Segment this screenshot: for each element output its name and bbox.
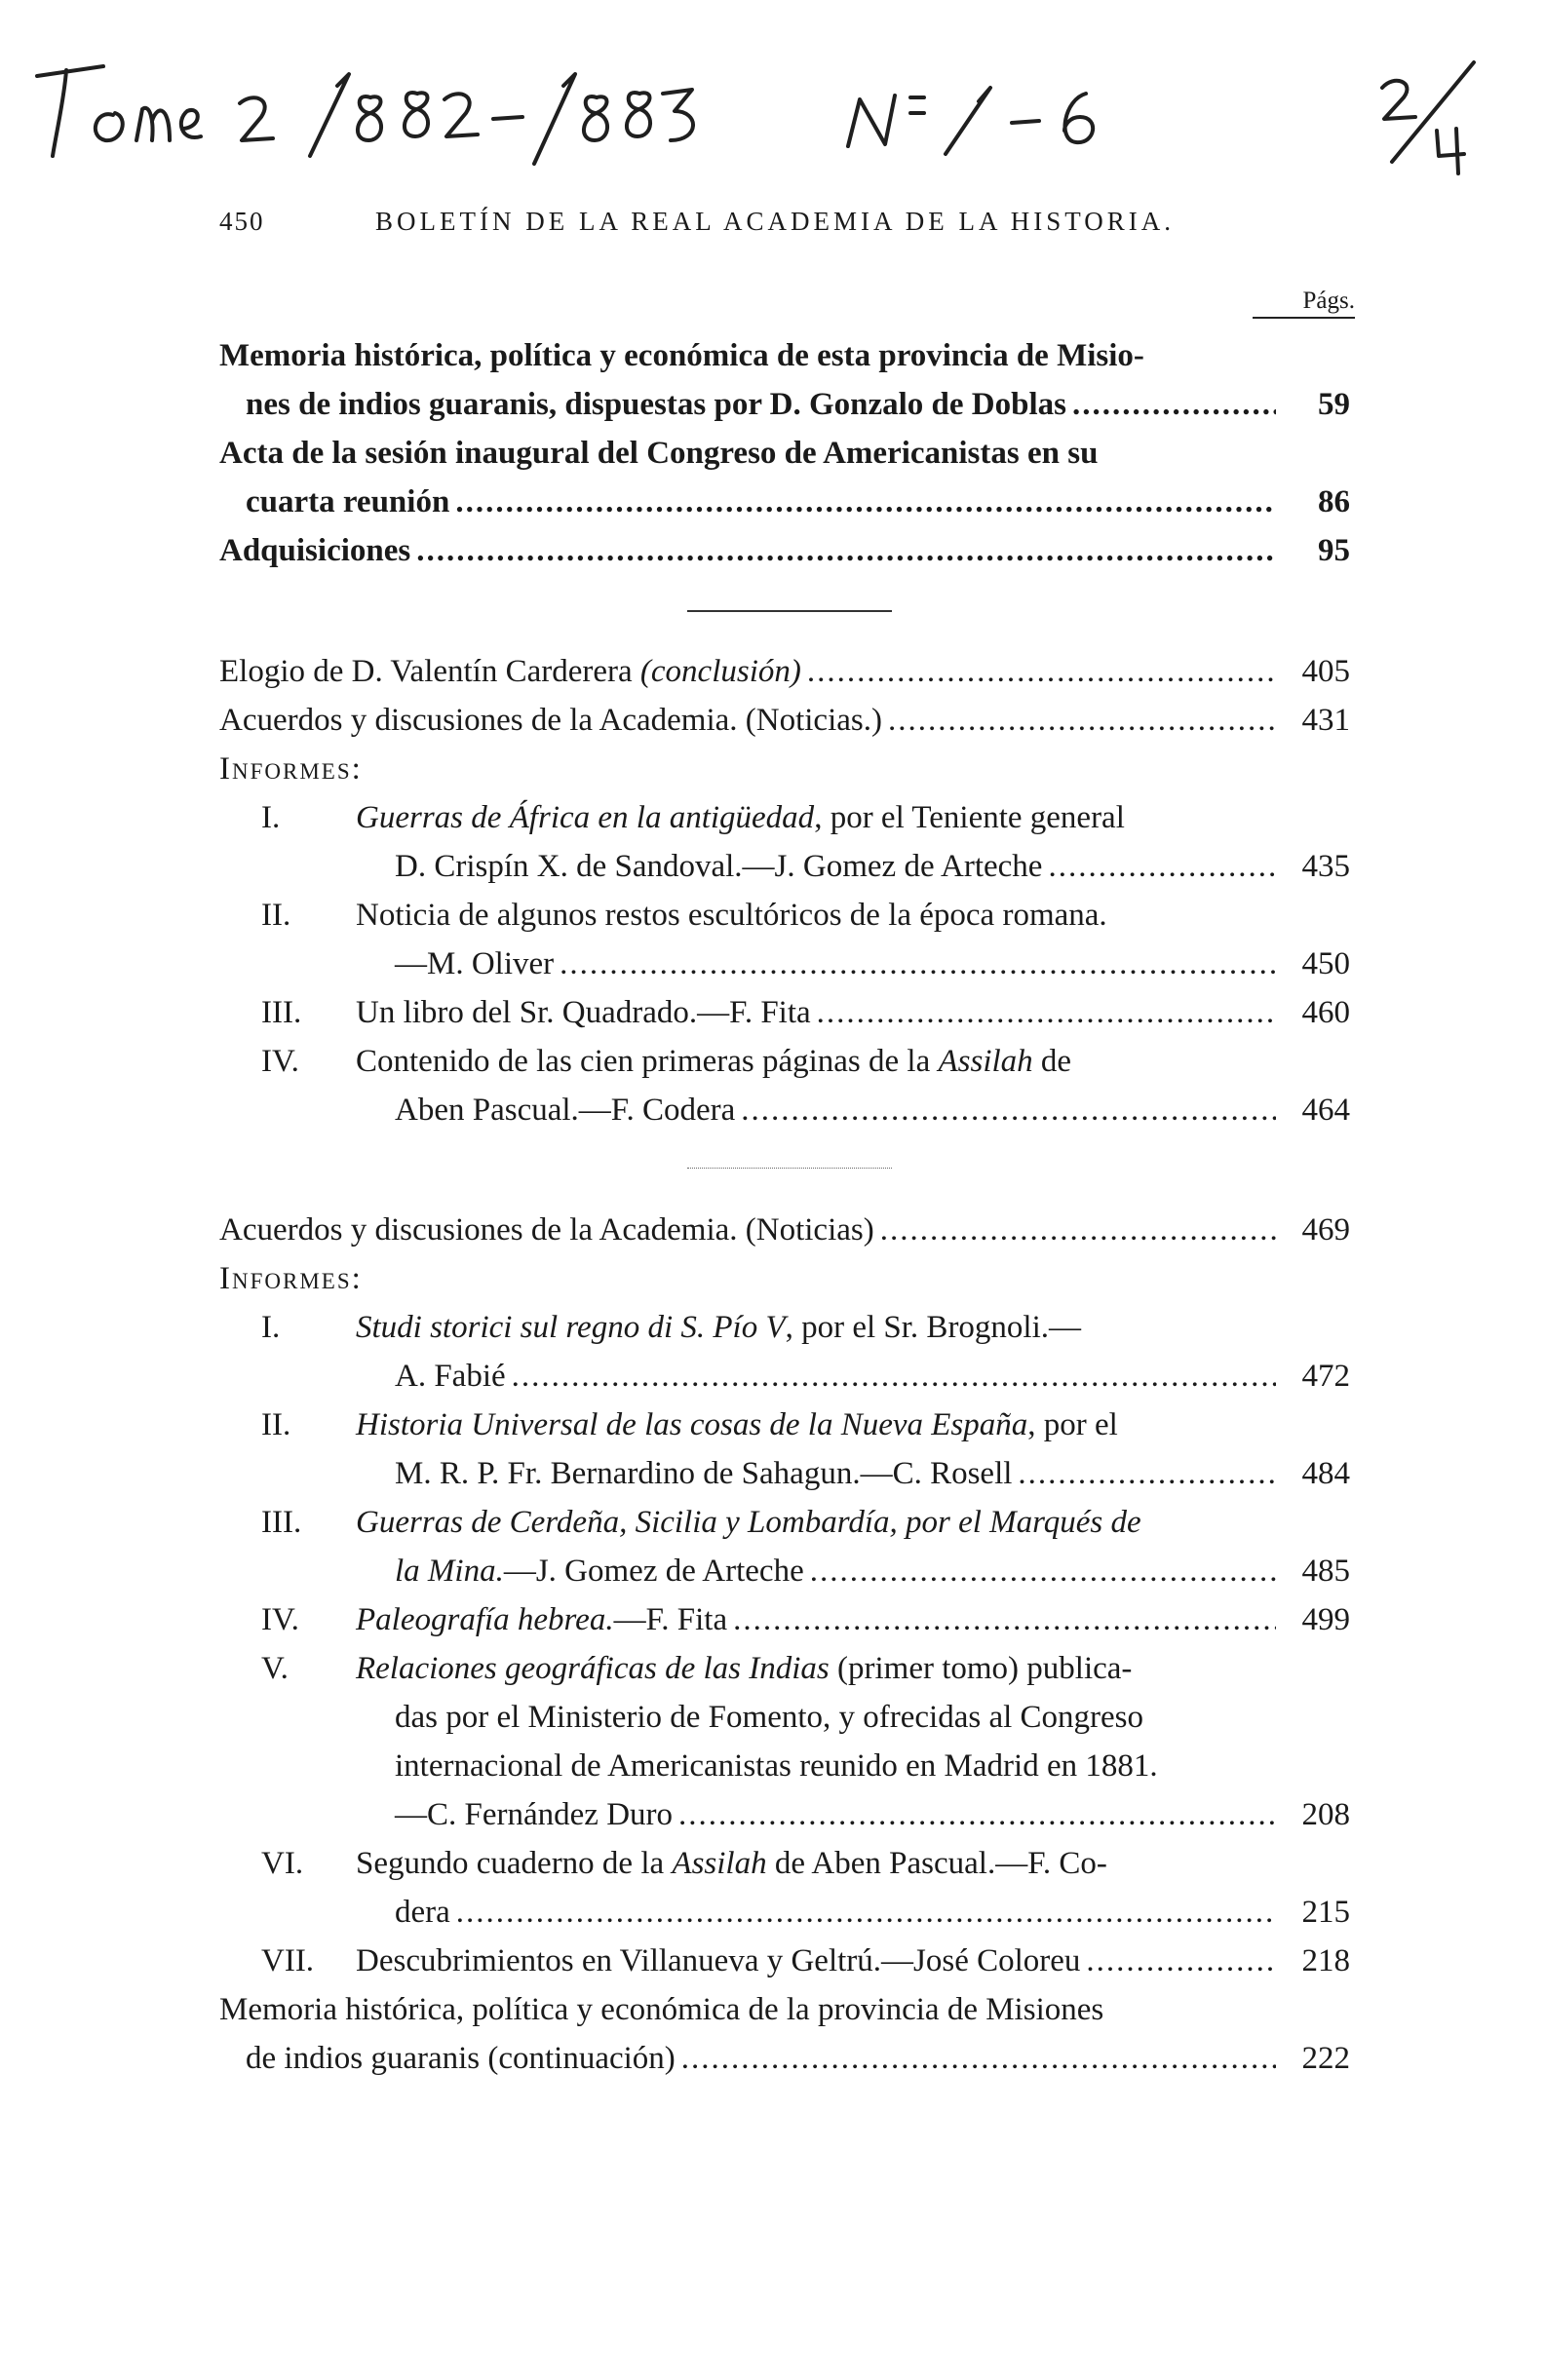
informe-author: —J. Gomez de Arteche [503, 1554, 804, 1589]
informe-item-libro-quadrado[interactable] [219, 988, 1350, 1037]
leader-dots [681, 2034, 1276, 2083]
informe-numeral: III. [261, 995, 302, 1030]
toc-entry-line: Memoria histórica, política y económica de esta provincia de Misio- [219, 338, 1144, 373]
section-3 [219, 1206, 1350, 2083]
toc-page-number: 86 [1318, 484, 1350, 519]
informe-item-paleografia[interactable] [219, 1595, 1350, 1644]
informe-item-relaciones-geograficas[interactable] [219, 1644, 1350, 1839]
toc-entry-elogio-carderera[interactable] [219, 647, 1350, 696]
leader-dots [880, 1206, 1276, 1254]
leader-dots [1048, 842, 1276, 891]
toc-entry-acuerdos-2[interactable] [219, 1206, 1350, 1254]
informe-author: —M. Oliver [395, 946, 555, 981]
informe-item-guerras-cerdena[interactable] [219, 1498, 1350, 1595]
toc-entry-acta-congreso[interactable] [219, 429, 1350, 526]
informe-text: , por el [1027, 1407, 1118, 1442]
informe-numeral: IV. [261, 1044, 299, 1079]
informe-text: internacional de Americanistas reunido en Madrid en 1881. [395, 1748, 1158, 1784]
toc-page-number: 435 [1301, 849, 1350, 884]
toc-entry-text: Acuerdos y discusiones de la Academia. (Noticias) [219, 1212, 874, 1248]
leader-dots [456, 1888, 1276, 1937]
leader-dots [1018, 1449, 1276, 1498]
informe-numeral: I. [261, 800, 281, 835]
toc-entry-memoria-continuacion[interactable] [219, 1985, 1350, 2083]
informe-text: Segundo cuaderno de la [356, 1846, 673, 1881]
informe-item-descubrimientos[interactable] [219, 1937, 1350, 1985]
informe-numeral: II. [261, 898, 291, 933]
leader-dots [817, 988, 1276, 1037]
toc-page-number: 469 [1301, 1212, 1350, 1248]
leader-dots [1086, 1937, 1276, 1985]
informe-numeral: III. [261, 1505, 302, 1540]
toc-entry-text: Acuerdos y discusiones de la Academia. (Noticias.) [219, 703, 882, 738]
informe-title-italic: Relaciones geográficas de las Indias [356, 1651, 830, 1686]
toc-page-number: 59 [1318, 387, 1350, 422]
toc-page-number: 472 [1301, 1359, 1350, 1394]
informe-text: das por el Ministerio de Fomento, y ofrecidas al Congreso [395, 1700, 1144, 1735]
toc-page-number: 405 [1301, 654, 1350, 689]
leader-dots [888, 696, 1276, 745]
informe-title-italic: Studi storici sul regno di S. Pío V [356, 1310, 786, 1345]
informe-numeral: V. [261, 1651, 289, 1686]
informe-title-italic: Paleografía hebrea. [356, 1602, 614, 1637]
section-2 [219, 647, 1350, 1134]
informe-text: Noticia de algunos restos escultóricos de la época romana. [356, 898, 1107, 933]
leader-dots [560, 940, 1276, 988]
leader-dots [733, 1595, 1276, 1644]
informe-item-guerras-africa[interactable] [219, 793, 1350, 891]
toc-entry-line: Memoria histórica, política y económica de la provincia de Misiones [219, 1992, 1104, 2027]
leader-dots [455, 478, 1276, 526]
toc-entry-acuerdos-1[interactable] [219, 696, 1350, 745]
informe-text: de Aben Pascual.—F. Co- [766, 1846, 1107, 1881]
toc-page-number: 484 [1301, 1456, 1350, 1491]
toc-page-number: 464 [1301, 1093, 1350, 1128]
informe-title-italic: Guerras de África en la antigüedad [356, 800, 815, 835]
informe-author: Aben Pascual.—F. Codera [395, 1093, 736, 1128]
leader-dots [741, 1086, 1276, 1134]
toc-entry-line: Acta de la sesión inaugural del Congreso de Americanistas en su [219, 436, 1099, 471]
leader-dots [1072, 380, 1276, 429]
informe-numeral: II. [261, 1407, 291, 1442]
informes-heading: Informes: [219, 751, 363, 787]
toc-page-number: 215 [1301, 1895, 1350, 1930]
toc-page-number: 222 [1301, 2041, 1350, 2076]
handwritten-annotation-drawing [27, 39, 1489, 175]
leader-dots [416, 526, 1276, 575]
toc-entry-line: de indios guaranis (continuación) [246, 2041, 676, 2076]
informe-text: Descubrimientos en Villanueva y Geltrú.—José Coloreu [356, 1943, 1081, 1978]
toc-page-number: 450 [1301, 946, 1350, 981]
informe-item-studi-storici[interactable] [219, 1303, 1350, 1401]
toc-page-number: 499 [1301, 1602, 1350, 1637]
toc-page-number: 460 [1301, 995, 1350, 1030]
toc-entry-memoria-doblas[interactable] [219, 331, 1350, 429]
informe-text: (primer tomo) publica- [829, 1651, 1133, 1686]
informe-text: , por el Teniente general [814, 800, 1125, 835]
toc-page-number: 218 [1301, 1943, 1350, 1978]
informe-numeral: VII. [261, 1943, 315, 1978]
pages-column-label: Págs. [1253, 288, 1355, 319]
toc-page-number: 208 [1301, 1797, 1350, 1832]
leader-dots [807, 647, 1276, 696]
informe-title-italic: Assilah [938, 1044, 1033, 1079]
section-divider [687, 610, 892, 612]
handwritten-annotation [27, 39, 1489, 175]
informe-title-italic: Historia Universal de las cosas de la Nueva España [356, 1407, 1028, 1442]
informe-author: —F. Fita [613, 1602, 728, 1637]
informe-text: Contenido de las cien primeras páginas de la [356, 1044, 939, 1079]
informe-title-italic: Guerras de Cerdeña, Sicilia y Lombardía, por el Marqués de [356, 1505, 1141, 1540]
informe-author: dera [395, 1895, 450, 1930]
informe-numeral: IV. [261, 1602, 299, 1637]
informe-title-italic: la Mina. [395, 1554, 504, 1589]
toc-entry-italic: (conclusión) [639, 654, 801, 689]
toc-entry-line: cuarta reunión [246, 484, 450, 519]
informe-item-historia-universal[interactable] [219, 1401, 1350, 1498]
informe-numeral: VI. [261, 1846, 304, 1881]
leader-dots [678, 1790, 1276, 1839]
toc-page-number: 431 [1301, 703, 1350, 738]
journal-title: BOLETÍN DE LA REAL ACADEMIA DE LA HISTORIA. [375, 207, 1175, 236]
informe-author: A. Fabié [395, 1359, 506, 1394]
page-number: 450 [219, 207, 265, 236]
informes-heading: Informes: [219, 1261, 363, 1296]
leader-dots [810, 1547, 1276, 1595]
table-of-contents [219, 331, 1350, 2083]
informe-text: de [1032, 1044, 1072, 1079]
toc-entry-adquisiciones[interactable] [219, 526, 1350, 575]
toc-page-number: 95 [1318, 533, 1350, 568]
informe-item-segundo-cuaderno[interactable] [219, 1839, 1350, 1937]
section-divider [687, 1168, 892, 1169]
informe-author: D. Crispín X. de Sandoval.—J. Gomez de Arteche [395, 849, 1043, 884]
toc-entry-line: nes de indios guaranis, dispuestas por D. Gonzalo de Doblas [246, 387, 1066, 422]
informe-author: —C. Fernández Duro [395, 1797, 674, 1832]
toc-entry-text: Elogio de D. Valentín Carderera [219, 654, 640, 689]
informe-numeral: I. [261, 1310, 281, 1345]
informe-item-assilah[interactable] [219, 1037, 1350, 1134]
toc-page-number: 485 [1301, 1554, 1350, 1589]
informe-text: , por el Sr. Brognoli.— [785, 1310, 1082, 1345]
leader-dots [512, 1352, 1276, 1401]
informe-text: Un libro del Sr. Quadrado.—F. Fita [356, 995, 811, 1030]
informe-item-restos-escultoricos[interactable] [219, 891, 1350, 988]
toc-entry-line: Adquisiciones [219, 533, 411, 568]
informe-author: M. R. P. Fr. Bernardino de Sahagun.—C. Rosell [395, 1456, 1013, 1491]
informe-title-italic: Assilah [672, 1846, 767, 1881]
